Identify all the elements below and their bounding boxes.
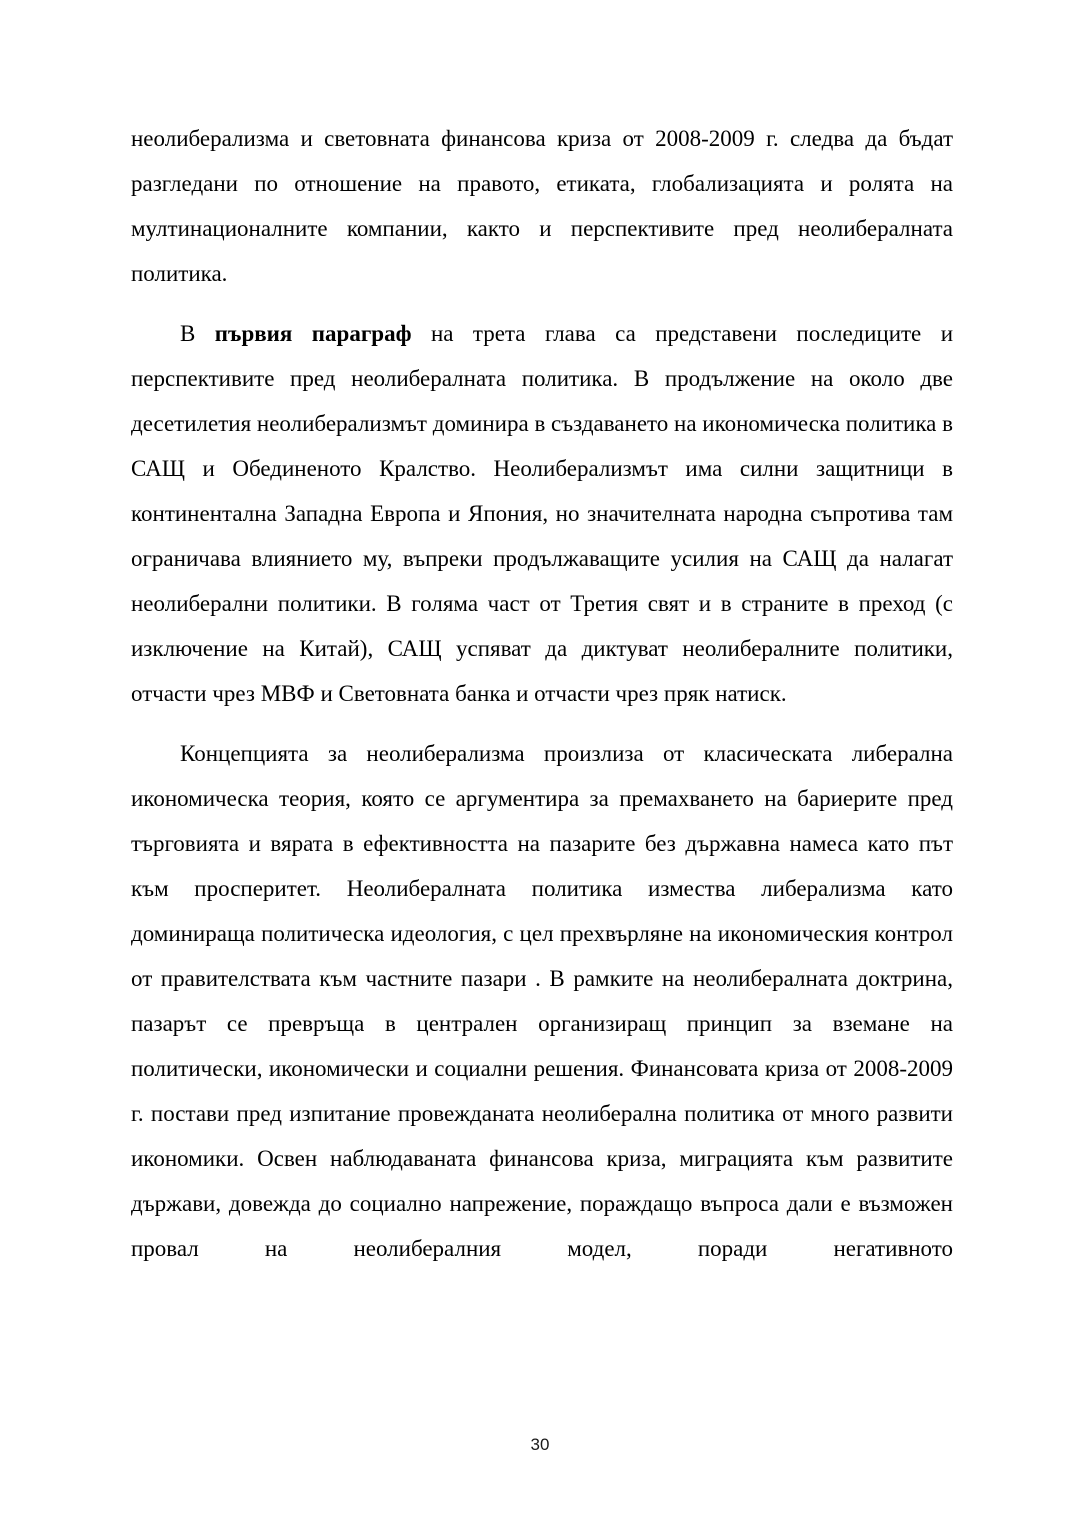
paragraph-2-lead-text: В xyxy=(180,321,215,346)
paragraph-3-text: Концепцията за неолиберализма произлиза от класическата либерална икономическа теория, която се аргументира за премахването на бариерите пред търговията и вярата в ефективността на пазарите без държавна намеса като път към просперитет. Неолибералната политика измества либерализма като доминираща политическа идеология, с цел прехвърляне на икономическия контрол от правителствата към частните пазари . В рамките на неолибералната доктрина, пазарът се превръща в централен организиращ принцип за вземане на политически, икономически и социални решения. Финансовата криза от 2008-2009 г. постави пред изпитание провежданата неолиберална политика от много развити икономики. Освен наблюдаваната финансова криза, миграцията към развитите държави, довежда до социално напрежение, пораждащо въпроса дали е възможен провал на неолибералния модел, поради негативното xyxy=(131,741,953,1261)
body-paragraph-1 xyxy=(131,116,953,296)
paragraph-2-rest-text: на трета глава са представени последиците и перспективите пред неолибералната политика. В продължение на около две десетилетия неолиберализмът доминира в създаването на икономическа политика в САЩ и Обединеното Кралство. Неолиберализмът има силни защитници в континентална Западна Европа и Япония, но значителната народна съпротива там ограничава влиянието му, въпреки продължаващите усилия на САЩ да налагат неолиберални политики. В голяма част от Третия свят и в страните в преход (с изключение на Китай), САЩ успяват да диктуват неолибералните политики, отчасти чрез МВФ и Световната банка и отчасти чрез пряк натиск. xyxy=(131,321,954,706)
paragraph-1-text: неолиберализма и световната финансова криза от 2008-2009 г. следва да бъдат разгледани по отношение на правото, етиката, глобализацията и ролята на мултинационалните компании, както и перспективите пред неолибералната политика. xyxy=(131,126,953,286)
body-paragraph-3 xyxy=(131,731,953,1271)
page-number: 30 xyxy=(530,1435,550,1454)
paragraph-2-bold-emphasis: първия параграф xyxy=(214,321,412,346)
page-text-block xyxy=(131,116,953,1286)
body-paragraph-2 xyxy=(131,311,953,716)
